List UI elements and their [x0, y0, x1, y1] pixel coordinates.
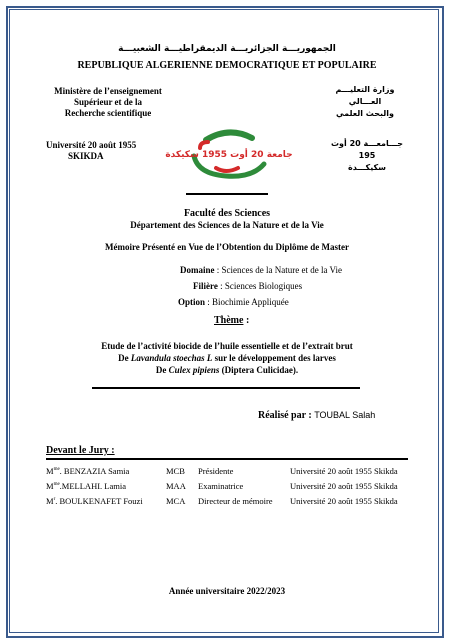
university-logo [165, 124, 293, 184]
table-row: $M^{me}$. BENZAZIA Samia MCB Présidente Université 20 août 1955 Skikda [46, 466, 398, 476]
university-logo-icon [165, 124, 293, 184]
university-ar: جـــامعـــة 20 أوت 195 سكيكـــدة [331, 139, 403, 172]
theme-divider [92, 387, 360, 389]
university-fr: Université 20 août 1955 SKIKDA [46, 140, 137, 161]
annee-universitaire: Année universitaire 2022/2023 [168, 586, 286, 596]
jury-table [46, 466, 398, 511]
domaine-row: Domaine : Sciences de la Nature et de la Vie [180, 265, 342, 275]
table-row: $M^{me}.MELLAHI$. Lamia MAA Examinatrice Université 20 août 1955 Skikda [46, 481, 398, 491]
logo-text: جامعة 20 أوت 1955 سكيكدة [165, 150, 293, 160]
faculty-name: Faculté des Sciences [183, 208, 271, 219]
jury-title: Devant le Jury : [46, 445, 115, 456]
department-name: Département des Sciences de la Nature et de la Vie [130, 220, 324, 230]
filiere-row: Filière : Sciences Biologiques [193, 281, 303, 291]
realise-par: Réalisé par : TOUBAL Salah [258, 410, 376, 421]
arabic-republic-title: الجمهوريـــة الجزائريـــة الديمقراطيـــة الشعبيـــة [118, 44, 336, 54]
memoire-title: Mémoire Présenté en Vue de l’Obtention du Diplôme de Master [104, 242, 350, 252]
table-row: $M^r$. BOULKENAFET Fouzi MCA Directeur de mémoire Université 20 août 1955 Skikda [46, 496, 398, 506]
ministry-ar: وزارة التعليـــم العـــالي والبحث العلمي [335, 85, 395, 118]
logo-divider [186, 193, 268, 195]
option-row: Option : Biochimie Appliquée [178, 297, 289, 307]
theme-label: Thème : [214, 315, 250, 326]
jury-divider [46, 458, 408, 460]
theme-text: Etude de l’activité biocide de l’huile essentielle et de l’extrait brut De Lavandula stoechas L sur le développement des larves De Culex pipiens (Diptera Culicidae). [101, 341, 353, 375]
republic-title: REPUBLIQUE ALGERIENNE DEMOCRATIQUE ET POPULAIRE [77, 60, 377, 71]
ministry-fr: Ministère de l’enseignement Supérieur et de la Recherche scientifique [54, 86, 162, 118]
